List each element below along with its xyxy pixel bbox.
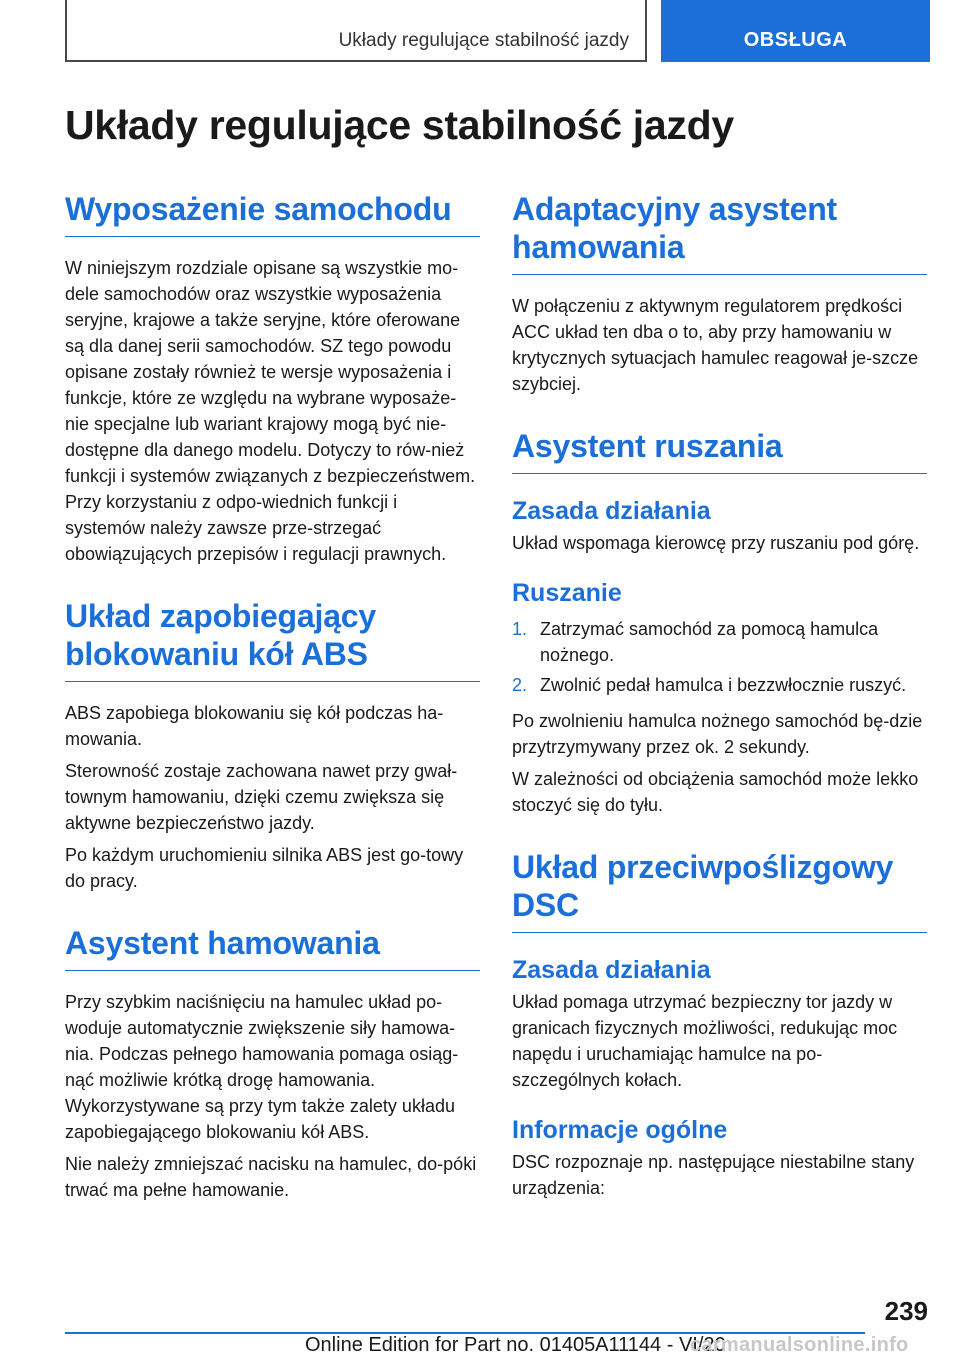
watermark: carmanualsonline.info xyxy=(690,1334,909,1356)
edition-text: Online Edition for Part no. 01405A11144 - VI/20 xyxy=(305,1334,726,1356)
steps-list xyxy=(512,616,927,698)
step-text: Zwolnić pedał hamulca i bezzwłocznie ruszyć. xyxy=(540,675,907,695)
paragraph: Nie należy zmniejszać nacisku na hamulec, do-póki trwać ma pełne hamowanie. xyxy=(65,1154,477,1200)
paragraph: W połączeniu z aktywnym regulatorem prędkości ACC układ ten dba o to, aby przy hamowaniu w krytycznych sytuacjach hamulec reagował je-szcze szybciej. xyxy=(512,296,919,394)
list-item xyxy=(512,616,927,668)
left-column xyxy=(65,190,480,1203)
page-title: Układy regulujące stabilność jazdy xyxy=(65,102,734,148)
heading-dsc: Układ przeciwpoślizgowy DSC xyxy=(512,848,927,933)
paragraph: Układ wspomaga kierowcę przy ruszaniu pod górę. xyxy=(512,533,920,553)
subheading-zasada-dzialania: Zasada działania xyxy=(512,956,711,984)
step-number: 2. xyxy=(512,675,528,695)
heading-wyposazenie: Wyposażenie samochodu xyxy=(65,190,480,237)
heading-asystent-hamowania: Asystent hamowania xyxy=(65,924,480,971)
header-chapter-tab[interactable]: OBSŁUGA xyxy=(661,0,930,62)
paragraph: W zależności od obciążenia samochód może lekko stoczyć się do tyłu. xyxy=(512,769,919,815)
list-item xyxy=(512,672,927,698)
paragraph: DSC rozpoznaje np. następujące niestabilne stany urządzenia: xyxy=(512,1152,915,1198)
step-number: 1. xyxy=(512,619,528,639)
header-box xyxy=(65,0,647,62)
paragraph: Przy szybkim naciśnięciu na hamulec układ po-woduje automatycznie zwiększenie siły hamowa-nia. Podczas pełnego hamowania pomaga osiąg-nąć możliwie krótką drogę hamowania. Wykorzystywane są przy tym także zalety układu zapobiegającego blokowaniu kół ABS. xyxy=(65,992,459,1142)
header-section-title: Układy regulujące stabilność jazdy xyxy=(338,30,629,51)
paragraph: Sterowność zostaje zachowana nawet przy gwał-townym hamowaniu, dzięki czemu zwiększa się aktywne bezpieczeństwo jazdy. xyxy=(65,761,458,833)
paragraph: ABS zapobiega blokowaniu się kół podczas ha-mowania. xyxy=(65,703,444,749)
heading-asystent-ruszania: Asystent ruszania xyxy=(512,427,927,474)
right-column xyxy=(512,190,927,1201)
heading-adaptacyjny-asystent: Adaptacyjny asystent hamowania xyxy=(512,190,927,275)
subheading-ruszanie: Ruszanie xyxy=(512,579,622,607)
paragraph: W niniejszym rozdziale opisane są wszystkie mo-dele samochodów oraz wszystkie wyposażenia seryjne, krajowe a także seryjne, które oferowane są dla danej serii samochodów. SZ tego powodu opisane zostały również te wersje wyposażenia i funkcje, które ze względu na wybrane wyposaże-nie specjalne lub wariant krajowy mogą być nie-dostępne dla danego modelu. Dotyczy to rów-nież funkcji i systemów związanych z bezpieczeństwem. Przy korzystaniu z odpo-wiednich funkcji i systemów należy zawsze prze-strzegać obowiązujących przepisów i regulacji prawnych. xyxy=(65,258,476,564)
page-number: 239 xyxy=(884,1296,928,1326)
paragraph: Po zwolnieniu hamulca nożnego samochód bę-dzie przytrzymywany przez ok. 2 sekundy. xyxy=(512,711,923,757)
subheading-zasada-dzialania: Zasada działania xyxy=(512,497,711,525)
subheading-informacje-ogolne: Informacje ogólne xyxy=(512,1116,728,1144)
page-header xyxy=(65,0,930,62)
step-text: Zatrzymać samochód za pomocą hamulca nożnego. xyxy=(540,619,879,665)
paragraph: Po każdym uruchomieniu silnika ABS jest go-towy do pracy. xyxy=(65,845,464,891)
paragraph: Układ pomaga utrzymać bezpieczny tor jazdy w granicach fizycznych możliwości, redukując moc napędu i uruchamiając hamulce na po-szczególnych kołach. xyxy=(512,992,898,1090)
heading-abs: Układ zapobiegający blokowaniu kół ABS xyxy=(65,597,480,682)
